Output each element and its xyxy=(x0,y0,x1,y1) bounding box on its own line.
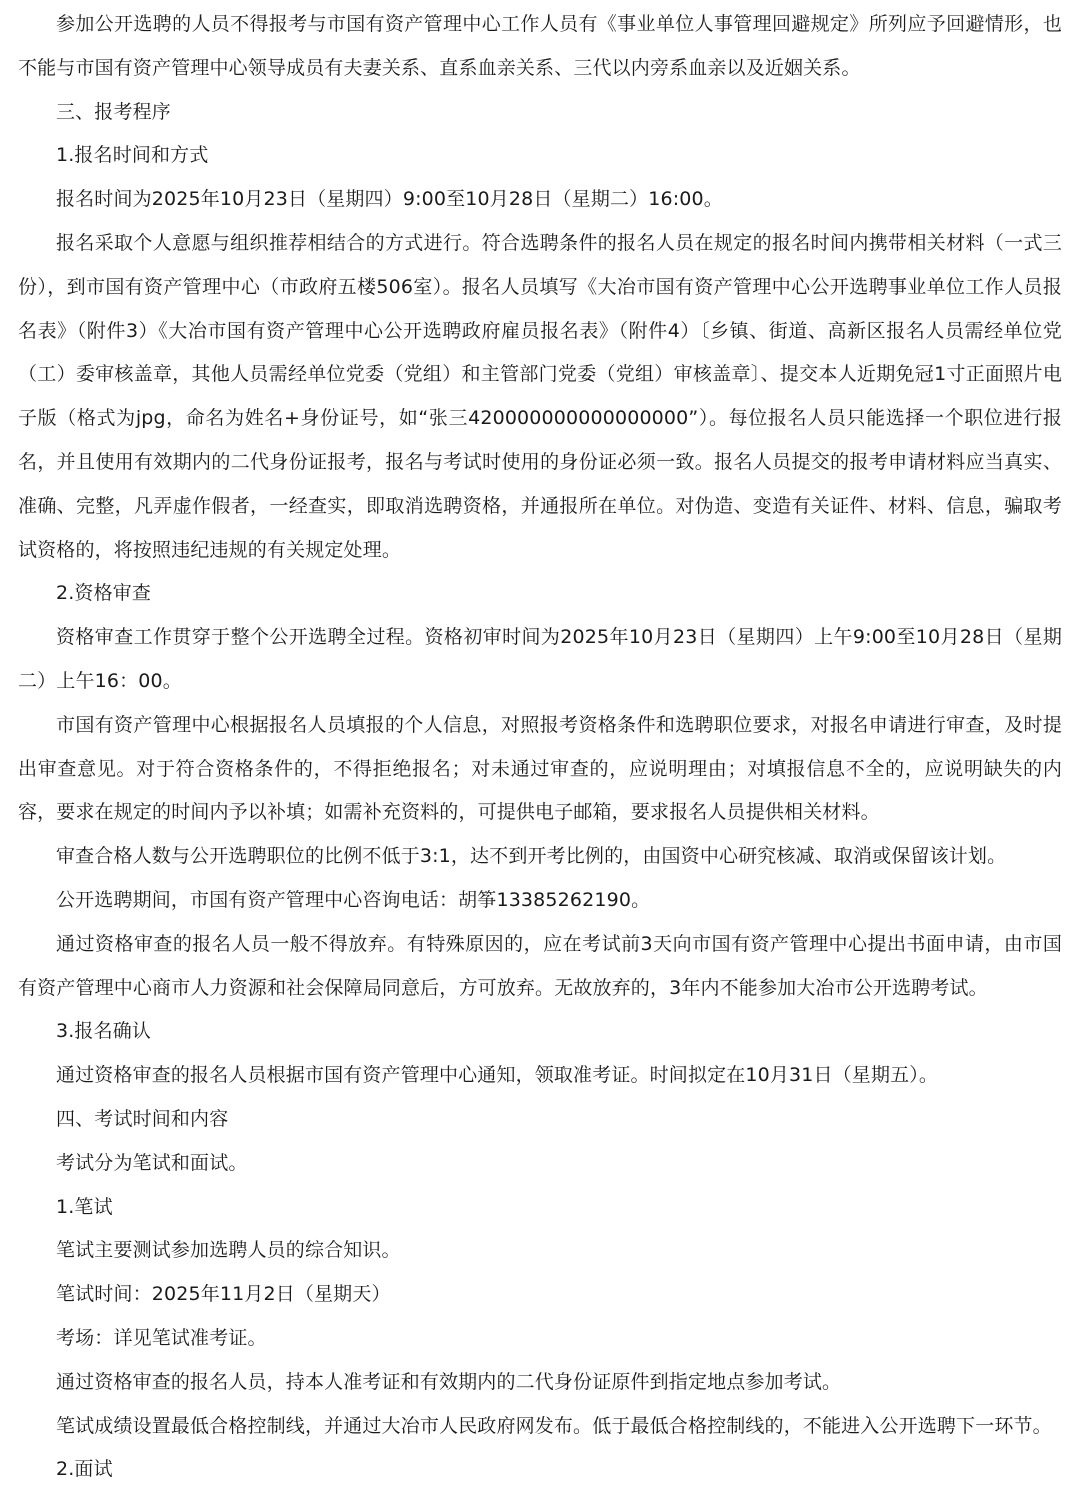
paragraph-exam-venue: 考场：详见笔试准考证。 xyxy=(56,1326,267,1349)
subheading-written-exam: 1.笔试 xyxy=(56,1195,113,1218)
paragraph-written-exam-scope: 笔试主要测试参加选聘人员的综合知识。 xyxy=(56,1239,401,1262)
heading-application-procedure: 三、报考程序 xyxy=(56,100,171,123)
document-body xyxy=(18,3,1062,1492)
subheading-interview: 2.面试 xyxy=(56,1458,113,1481)
paragraph-exam-types: 考试分为笔试和面试。 xyxy=(56,1151,248,1174)
paragraph-review-process: 市国有资产管理中心根据报名人员填报的个人信息，对照报考资格条件和选聘职位要求，对报名申请进行审查，及时提出审查意见。对于符合资格条件的，不得拒绝报名；对未通过审查的，应说明理由；对填报信息不全的，应说明缺失的内容，要求在规定的时间内予以补填；如需补充资料的，可提供电子邮箱，要求报名人员提供相关材料。 xyxy=(18,713,1062,824)
paragraph-registration-method: 报名采取个人意愿与组织推荐相结合的方式进行。符合选聘条件的报名人员在规定的报名时间内携带相关材料（一式三份），到市国有资产管理中心（市政府五楼506室）。报名人员填写《大冶市国有资产管理中心公开选聘事业单位工作人员报名表》（附件3）《大冶市国有资产管理中心公开选聘政府雇员报名表》（附件4）〔乡镇、街道、高新区报名人员需经单位党（工）委审核盖章，其他人员需经单位党委（党组）和主管部门党委（党组）审核盖章〕、提交本人近期免冠1寸正面照片电子版（格式为jpg，命名为姓名+身份证号，如“张三420000000000000000”）。每位报名人员只能选择一个职位进行报名，并且使用有效期内的二代身份证报考，报名与考试时使用的身份证必须一致。报名人员提交的报考申请材料应当真实、准确、完整，凡弄虚作假者，一经查实，即取消选聘资格，并通报所在单位。对伪造、变造有关证件、材料、信息，骗取考试资格的，将按照违纪违规的有关规定处理。 xyxy=(18,231,1062,561)
subheading-registration-time-method: 1.报名时间和方式 xyxy=(56,144,209,167)
paragraph-passing-line: 笔试成绩设置最低合格控制线，并通过大冶市人民政府网发布。低于最低合格控制线的，不能进入公开选聘下一环节。 xyxy=(56,1414,1052,1437)
paragraph-admission-ticket: 通过资格审查的报名人员根据市国有资产管理中心通知，领取准考证。时间拟定在10月31日（星期五）。 xyxy=(56,1064,939,1087)
paragraph-registration-time: 报名时间为2025年10月23日（星期四）9:00至10月28日（星期二）16:00。 xyxy=(56,188,723,211)
heading-exam-time-content: 四、考试时间和内容 xyxy=(56,1107,229,1130)
paragraph-exam-attendance: 通过资格审查的报名人员，持本人准考证和有效期内的二代身份证原件到指定地点参加考试。 xyxy=(56,1370,842,1393)
paragraph-withdrawal-rules: 通过资格审查的报名人员一般不得放弃。有特殊原因的，应在考试前3天向市国有资产管理中心提出书面申请，由市国有资产管理中心商市人力资源和社会保障局同意后，方可放弃。无故放弃的，3年内不能参加大冶市公开选聘考试。 xyxy=(18,932,1062,999)
paragraph-review-ratio: 审查合格人数与公开选聘职位的比例不低于3:1，达不到开考比例的，由国资中心研究核减、取消或保留该计划。 xyxy=(56,845,1007,868)
subheading-qualification-review: 2.资格审查 xyxy=(56,582,152,605)
paragraph-contact-phone: 公开选聘期间，市国有资产管理中心咨询电话：胡筝13385262190。 xyxy=(56,888,651,911)
subheading-registration-confirmation: 3.报名确认 xyxy=(56,1020,152,1043)
paragraph-avoidance-rules: 参加公开选聘的人员不得报考与市国有资产管理中心工作人员有《事业单位人事管理回避规定》所列应予回避情形，也不能与市国有资产管理中心领导成员有夫妻关系、直系血亲关系、三代以内旁系血亲以及近姻关系。 xyxy=(18,13,1062,79)
paragraph-written-exam-date: 笔试时间：2025年11月2日（星期天） xyxy=(56,1283,391,1306)
paragraph-review-period: 资格审查工作贯穿于整个公开选聘全过程。资格初审时间为2025年10月23日（星期四）上午9:00至10月28日（星期二）上午16：00。 xyxy=(18,626,1062,692)
